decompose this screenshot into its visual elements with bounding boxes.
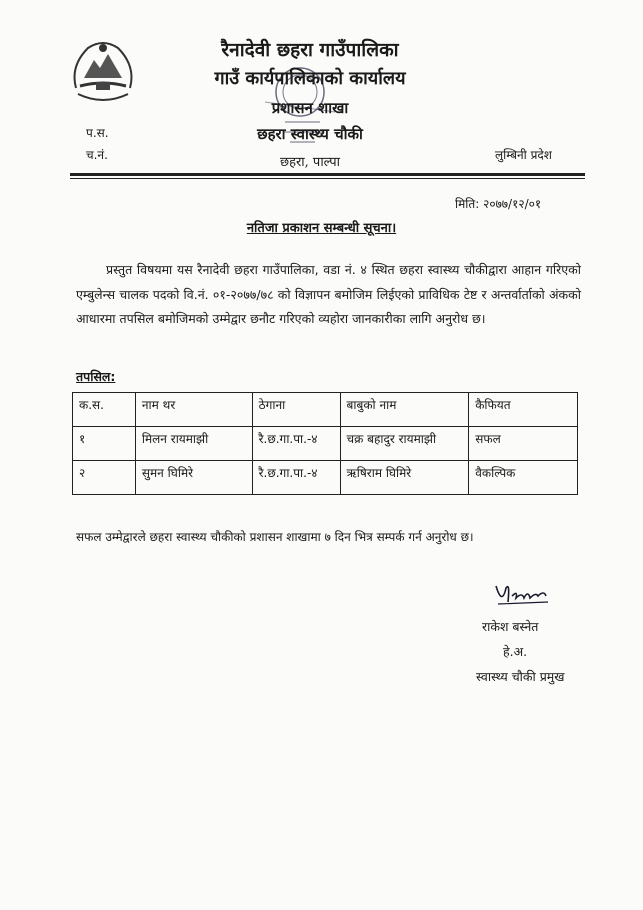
municipality-name: रैनादेवी छहरा गाउँपालिका <box>221 39 399 61</box>
header-address: ठेगाना <box>252 393 340 427</box>
cell-remarks: सफल <box>469 427 578 461</box>
letter-number-label: प.स. <box>86 126 109 140</box>
contact-note: सफल उम्मेद्वारले छहरा स्वास्थ्य चौकीको प्रशासन शाखामा ७ दिन भित्र सम्पर्क गर्न अनुरोध छ। <box>76 530 474 544</box>
header-divider <box>70 173 585 176</box>
table-header-row <box>73 393 578 427</box>
cell-address: रै.छ.गा.पा.-४ <box>252 461 340 495</box>
cell-father-name: ऋषिराम घिमिरे <box>340 461 469 495</box>
table-row <box>73 461 578 495</box>
table-row <box>73 427 578 461</box>
signatory-office: स्वास्थ्य चौकी प्रमुख <box>476 669 565 684</box>
subject-text: नतिजा प्रकाशन सम्बन्धी सूचना। <box>246 221 397 236</box>
header-father-name: बाबुको नाम <box>340 393 469 427</box>
header-sn: क.स. <box>73 393 136 427</box>
header-divider-thin <box>70 178 585 179</box>
notice-body: प्रस्तुत विषयमा यस रैनादेवी छहरा गाउँपालिका, वडा नं. ४ स्थित छहरा स्वास्थ्य चौकीद्वारा आहान गरिएको एम्बुलेन्स चालक पदको वि.नं. ०१-२०७७/७८ को विज्ञापन बमोजिम लिईएको प्राविधिक टेष्ट र अन्तर्वार्ताको अंकको आधारमा तपसिल बमोजिमको उम्मेद्वार छनौट गरिएको व्यहोरा जानकारीका लागि अनुरोध छ। <box>76 262 581 326</box>
office-name: गाउँ कार्यपालिकाको कार्यालय <box>214 68 406 89</box>
header-remarks: कैफियत <box>469 393 578 427</box>
cell-name: मिलन रायमाझी <box>135 427 252 461</box>
dispatch-number-label: च.नं. <box>86 148 108 162</box>
notice-date: मिति: २०७७/१२/०१ <box>455 197 542 211</box>
cell-address: रै.छ.गा.पा.-४ <box>252 427 340 461</box>
nepal-emblem-icon <box>66 36 140 108</box>
notice-subject <box>0 218 643 236</box>
handwritten-signature-icon <box>492 580 552 608</box>
office-address: छहरा, पाल्पा <box>279 155 341 170</box>
section-name: प्रशासन शाखा <box>271 99 349 117</box>
health-post-name: छहरा स्वास्थ्य चौकी <box>257 125 363 143</box>
table-title: तपसिल: <box>76 369 116 384</box>
signatory-designation: हे.अ. <box>503 644 528 659</box>
province-name: लुम्बिनी प्रदेश <box>495 148 552 162</box>
cell-father-name: चक्र बहादुर रायमाझी <box>340 427 469 461</box>
cell-sn: १ <box>73 427 136 461</box>
cell-sn: २ <box>73 461 136 495</box>
results-table <box>72 392 578 495</box>
cell-name: सुमन घिमिरे <box>135 461 252 495</box>
cell-remarks: वैकल्पिक <box>469 461 578 495</box>
header-name: नाम थर <box>135 393 252 427</box>
signatory-name: राकेश बस्नेत <box>482 619 539 634</box>
